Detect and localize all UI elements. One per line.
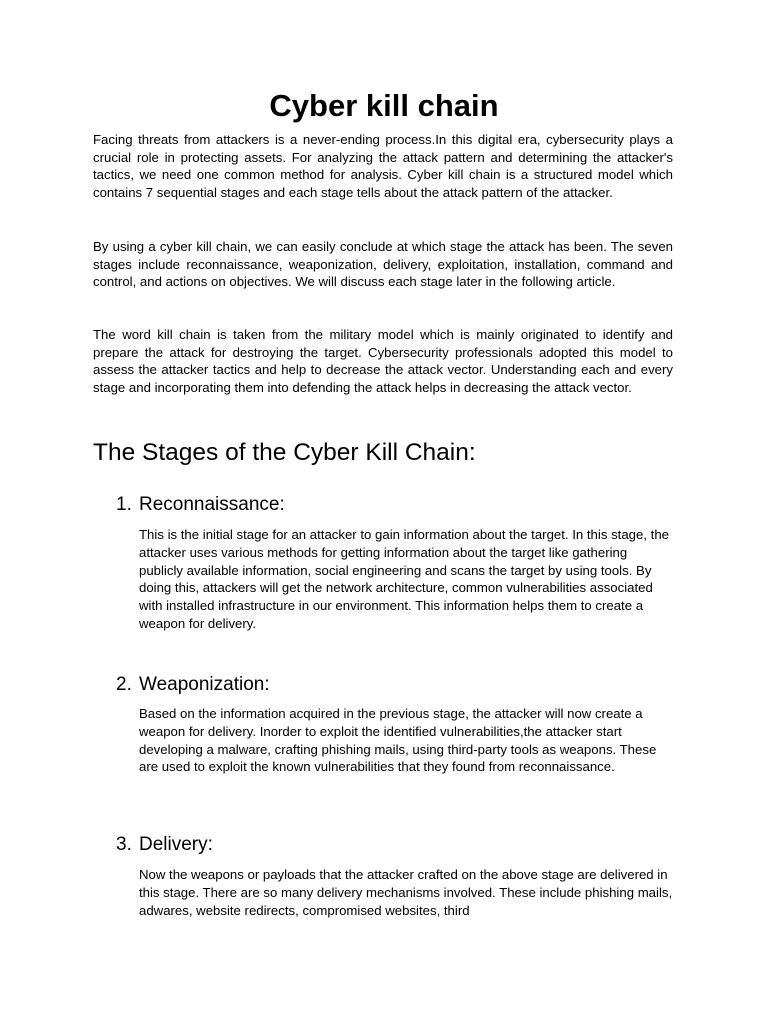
stage-heading-reconnaissance — [116, 493, 285, 517]
stage-heading-delivery — [116, 833, 213, 857]
document-title: Cyber kill chain — [269, 88, 499, 123]
stage-heading-weaponization — [116, 673, 270, 697]
intro-paragraph-2: By using a cyber kill chain, we can easily conclude at which stage the attack has been. The seven stages include reconnaissance, weaponization, delivery, exploitation, installation, command and control, and actions on objectives. We will discuss each stage later in the following article. — [93, 239, 673, 290]
stage-number: 3. — [116, 834, 132, 855]
stage-title: Weaponization: — [139, 674, 270, 695]
intro-paragraph-3: The word kill chain is taken from the military model which is mainly originated to identify and prepare the attack for destroying the target. Cybersecurity professionals adopted this model to assess the attacker tactics and help to decrease the attack vector. Understanding each and every stage and incorporating them into defending the attack helps in decreasing the attack vector. — [93, 327, 673, 396]
stage-title: Reconnaissance: — [139, 494, 285, 515]
section-heading: The Stages of the Cyber Kill Chain: — [93, 439, 476, 466]
stage-body-delivery: Now the weapons or payloads that the attacker crafted on the above stage are delivered in this stage. There are so many delivery mechanisms involved. These include phishing mails, adwares, website redirects, compromised websites, third — [139, 867, 673, 918]
intro-paragraph-1: Facing threats from attackers is a never-ending process.In this digital era, cybersecurity plays a crucial role in protecting assets. For analyzing the attack pattern and determining the attacker's tactics, we need one common method for analysis. Cyber kill chain is a structured model which contains 7 sequential stages and each stage tells about the attack pattern of the attacker. — [93, 132, 673, 201]
stage-body-weaponization: Based on the information acquired in the previous stage, the attacker will now create a weapon for delivery. Inorder to exploit the identified vulnerabilities,the attacker start developing a malware, crafting phishing mails, using third-party tools as weapons. These are used to exploit the known vulnerabilities that they found from reconnaissance. — [139, 706, 657, 775]
stage-number: 1. — [116, 494, 132, 515]
stage-number: 2. — [116, 674, 132, 695]
stage-body-reconnaissance: This is the initial stage for an attacker to gain information about the target. In this stage, the attacker uses various methods for getting information about the target like gathering publicly available information, social engineering and scans the target by using tools. By doing this, attackers will get the network architecture, common vulnerabilities associated with installed infrastructure in our environment. This information helps them to create a weapon for delivery. — [139, 527, 669, 631]
stage-title: Delivery: — [139, 834, 213, 855]
